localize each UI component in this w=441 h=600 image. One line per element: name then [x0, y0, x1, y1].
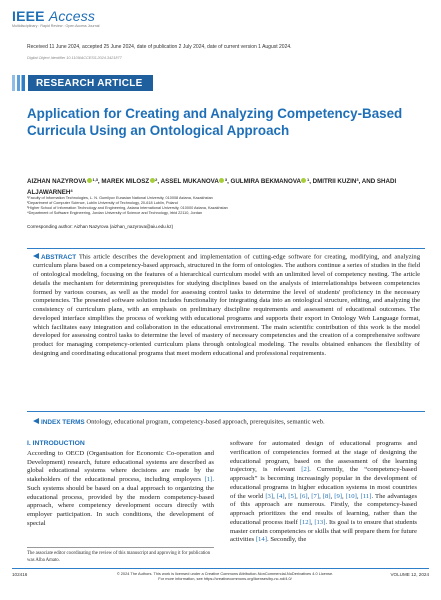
article-type-banner: [12, 75, 192, 91]
body-text: . Currently, the “competency-based approach” is becoming increasingly popular in the development of educational programs in higher education systems in most countries of the world: [230, 466, 417, 500]
author-affiliation-marker: 1: [306, 177, 310, 182]
author-affiliation-marker: 1,3: [92, 177, 98, 182]
logo-tagline: Multidisciplinary : Rapid Review : Open Access Journal: [12, 24, 100, 28]
citation-link[interactable]: [2]: [301, 466, 310, 474]
body-text: . Its goal is to ensure that students master certain competencies or skills that will prepare them for future activities: [230, 518, 418, 544]
citation-link[interactable]: [7]: [311, 492, 320, 500]
license-line-1: © 2024 The Authors. This work is licensed under a Creative Commons Attribution-NonCommercial-NoDerivatives 4.0 License.: [116, 571, 334, 576]
publication-dates: Received 11 June 2024, accepted 25 June 2024, date of publication 2 July 2024, date of current version 1 August 2024.: [27, 44, 292, 50]
index-terms-label: INDEX TERMS: [33, 419, 85, 426]
triangle-icon: [33, 418, 39, 424]
page-id: 102416: [12, 572, 28, 577]
citation-link[interactable]: [11]: [360, 492, 372, 500]
body-text: ,: [307, 492, 312, 500]
paper-title: Application for Creating and Analyzing Competency-Based Curricula Using an Ontological Approach: [27, 106, 403, 138]
license-note: [80, 571, 370, 581]
affiliations: [27, 196, 427, 216]
body-text: ,: [319, 492, 323, 500]
banner-stripe: [12, 75, 28, 91]
affiliation-line: ¹Faculty of Information Technologies, L. N. Gumilyov Eurasian National University, 010008 Astana, Kazakhstan: [27, 196, 213, 200]
citation-link[interactable]: [10]: [345, 492, 357, 500]
author-name: SHADI ALJAWARNEH: [27, 178, 397, 196]
logo-access: Access: [48, 8, 96, 24]
logo-ieee: IEEE: [12, 8, 45, 24]
body-text: . Secondly, the: [266, 536, 307, 544]
body-text: ,: [342, 492, 346, 500]
author-separator: ,: [157, 178, 161, 185]
author-separator: ,: [227, 178, 231, 185]
author-name: ASSEL MUKANOVA: [160, 178, 219, 185]
author-list: [27, 176, 427, 197]
abstract-label: ABSTRACT: [33, 254, 76, 261]
journal-masthead: [12, 8, 100, 28]
corresponding-author: Corresponding author: Aizhan Nazyrova (aizhan_nazyrova@aiu.edu.kz): [27, 224, 174, 229]
citation-link[interactable]: [14]: [255, 536, 267, 544]
orcid-icon[interactable]: [150, 177, 158, 183]
body-text: . Such systems should be based on a dual approach to organizing the educational process, provided by the modern competency-based approach, where competency development occurs directly with employer participation. In such conditions, the development of special: [27, 476, 214, 527]
citation-link[interactable]: [12]: [299, 518, 311, 526]
body-text: ,: [356, 492, 361, 500]
footer-rule: [12, 568, 429, 569]
journal-logo: [12, 8, 100, 24]
body-text: . The advantages of this approach are numerous. Firstly, the competency-based approach prioritizes the end results of learning, rather than the educational process itself: [230, 492, 418, 526]
author-name: DMITRII KUZIN: [312, 178, 357, 185]
orcid-icon[interactable]: [301, 178, 306, 183]
doi[interactable]: Digital Object Identifier 10.1109/ACCESS.2024.3421877: [27, 56, 122, 60]
citation-link[interactable]: [9]: [334, 492, 343, 500]
citation-link[interactable]: [3]: [265, 492, 274, 500]
index-terms: [33, 418, 420, 427]
affiliation-line: ²Department of Computer Science, Lublin University of Technology, 20-618 Lublin, Poland: [27, 201, 178, 205]
column-left: [27, 440, 214, 529]
body-text: According to OECD (Organisation for Economic Co-operation and Development) research, future educational systems are described as global educational systems where decisions are made by the stakeholders of the educational process, including employers: [27, 449, 214, 483]
body-text: ,: [284, 492, 289, 500]
citation-link[interactable]: [4]: [276, 492, 285, 500]
author-name: AIZHAN NAZYROVA: [27, 178, 87, 185]
license-line-2[interactable]: For more information, see https://creativecommons.org/licenses/by-nc-nd/4.0/: [158, 576, 292, 582]
abstract-text: This article describes the development and implementation of cutting-edge software for creating, modifying, and analyzing curriculum plans based on a competency-based approach, structured in the form of ontologies. The authors continue a series of studies in the field of ontological modeling, focusing on the features of a hierarchical curriculum model with an unlimited level of competency nesting. The article details the mechanism for determining prerequisites for studying disciplines based on the analysis of interrelationships between competencies formed by various courses, as well as the model for assessing control tasks to determine the level of students' proficiency in the necessary competencies. The presented software solution includes functionality for integrating data into an ontological structure, editing, and analyzing the consistency of curriculum plans, with an emphasis on preliminary discipline requirements and assessment of educational outcomes. The developed interface simplifies the process of working with educational programs and supports their export in Ontology Web Language format, which facilitates easy integration and collaboration in the educational environment. The main scientific contribution of this work is the model developed for assessing control tasks to determine the level of mastery of necessary competencies and the creation of a comprehensive software product for managing competency-oriented curriculum plans through ontological modeling. The results obtained enhances the flexibility of designing and coordinating educational programs that meet modern educational and professional requirements.: [33, 253, 420, 357]
author-affiliation-marker: 4: [70, 187, 73, 193]
author-separator: ,: [309, 178, 313, 185]
abstract: [33, 253, 420, 359]
author-separator: ,: [97, 178, 102, 185]
index-terms-text: Ontology, educational program, competency-based approach, prerequisites, semantic web.: [86, 418, 325, 426]
affiliation-line: ³Higher School of Information Technology and Engineering, Astana International University, 010000 Astana, Kazakhstan: [27, 206, 228, 210]
body-text: software for automated design of educational programs and verification of competencies formed at the stage of designing the educational program, based on the assessment of the learning trajectory, is relevant: [230, 440, 417, 474]
orcid-icon[interactable]: [219, 178, 224, 183]
body-text: ,: [296, 492, 300, 500]
citation-link[interactable]: [5]: [288, 492, 297, 500]
triangle-icon: [33, 253, 39, 259]
author-affiliation-marker: 2: [155, 177, 158, 182]
author-affiliation-marker: 3: [356, 177, 359, 182]
citation-link[interactable]: [6]: [299, 492, 308, 500]
intro-paragraph-right: [230, 440, 417, 545]
citation-link[interactable]: [13]: [314, 518, 326, 526]
volume-info: VOLUME 12, 2024: [390, 572, 429, 577]
body-text: ,: [273, 492, 277, 500]
banner-label: RESEARCH ARTICLE: [28, 75, 153, 91]
author-affiliation-marker: 3: [224, 177, 228, 182]
affiliation-line: ⁴Department of Software Engineering, Jordan University of Science and Technology, Irbid 22110, Jordan: [27, 211, 203, 215]
citation-link[interactable]: [8]: [322, 492, 331, 500]
author-separator: , AND: [358, 178, 377, 185]
intro-paragraph-left: [27, 450, 214, 529]
citation-link[interactable]: [1]: [204, 476, 213, 483]
author-name: MAREK MILOSZ: [101, 178, 150, 185]
editor-footnote: The associate editor coordinating the review of this manuscript and approving it for publication was Alba Amato.: [27, 547, 214, 564]
author-name: GULMIRA BEKMANOVA: [230, 178, 301, 185]
body-text: ,: [310, 518, 315, 526]
body-text: ,: [330, 492, 335, 500]
section-heading: I. INTRODUCTION: [27, 440, 85, 447]
column-right: [230, 440, 417, 545]
